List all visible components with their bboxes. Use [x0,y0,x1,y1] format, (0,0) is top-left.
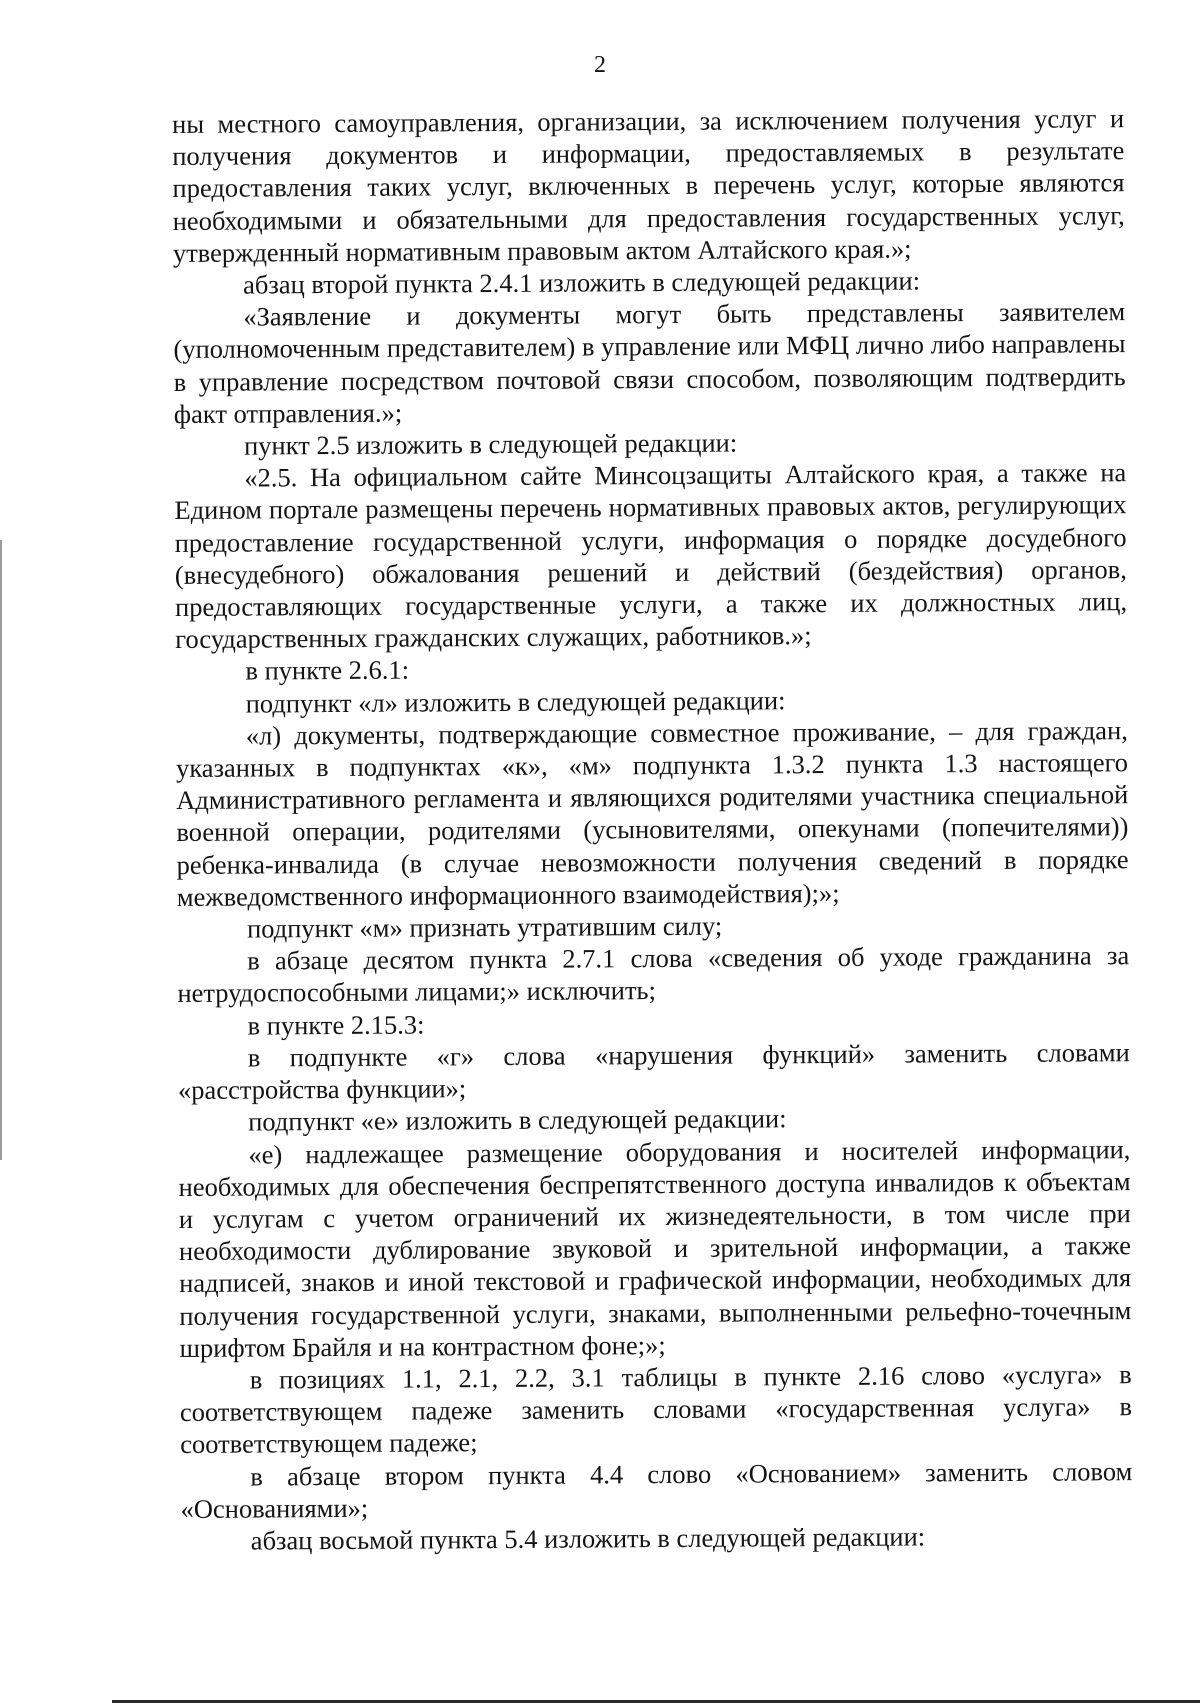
page-number: 2 [594,52,606,78]
paragraph: в пункте 2.6.1: [245,655,410,687]
paragraph: «л) документы, подтверждающие совместное проживание, – для граждан, указанных в подпунктах «к», «м» подпункта 1.3.2 пункта 1.3 настоящего Административного регламента и являющихся родителями участника специальной военной операции, родителями (усыновителями, опекунами (попечителями)) ребенка-инвалида (в случае невозможности получения сведений в порядке межведомственного информационного взаимодействия);»; [175,715,1129,912]
paragraph: в абзаце втором пункта 4.4 слово «Основанием» заменить словом «Основаниями»; [180,1455,1133,1524]
paragraph: подпункт «м» признать утратившим силу; [246,910,723,944]
scan-edge-line [0,540,2,1160]
document-body [172,102,1133,1557]
paragraph: «е) надлежащее размещение оборудования и носителей информации, необходимых для обеспечения беспрепятственного доступа инвалидов к объектам и услугам с учетом ограничений их жизнедеятельности, в том числе при необходимости дублирование звуковой и зрительной информации, а также надписей, знаков и иной текстовой и графической информации, необходимых для получения государственной услуги, знаками, выполненными рельефно-точечным шрифтом Брайля и на контрастном фоне;»; [178,1133,1132,1363]
paragraph: абзац второй пункта 2.4.1 изложить в следующей редакции: [242,265,921,300]
paragraph-continuation: ны местного самоуправления, организации, за исключением получения услуг и получения документов и информации, предоставляемых в результате предоставления таких услуг, включенных в перечень услуг, которые являются необходимыми и обязательными для предоставления государственных услуг, утвержденный нормативным правовым актом Алтайского края.»; [172,103,1125,268]
paragraph: «2.5. На официальном сайте Минсоцзащиты Алтайского края, а также на Едином портале размещены перечень нормативных правовых актов, регулирующих предоставление государственной услуги, информация о порядке досудебного (внесудебного) обжалования решений и действий (бездействия) органов, предоставляющих государственные услуги, а также их должностных лиц, государственных гражданских служащих, работников.»; [174,457,1128,655]
paragraph: подпункт «е» изложить в следующей редакции: [248,1103,787,1137]
paragraph: абзац восьмой пункта 5.4 изложить в следующей редакции: [250,1521,926,1556]
paragraph: в подпункте «г» слова «нарушения функций» заменить словами «расстройства функции»; [177,1037,1130,1106]
paragraph: в пункте 2.15.3: [247,1009,425,1041]
paragraph: пункт 2.5 изложить в следующей редакции: [243,427,738,461]
paragraph: в позициях 1.1, 2.1, 2.2, 3.1 таблицы в пункте 2.16 слово «услуга» в соответствующем падеже заменить словами «государственная услуга» в соответствующем падеже; [179,1359,1133,1460]
scan-bottom-edge [112,1700,1200,1703]
paragraph: в абзаце десятом пункта 2.7.1 слова «сведения об уходе гражданина за нетрудоспособными лицами;» исключить; [177,940,1130,1009]
paragraph: подпункт «л» изложить в следующей редакции: [245,684,786,719]
paragraph: «Заявление и документы могут быть представлены заявителем (уполномоченным представителем) в управление или МФЦ лично либо направлены в управление посредством почтовой связи способом, позволяющим подтвердить факт отправления.»; [173,296,1126,429]
